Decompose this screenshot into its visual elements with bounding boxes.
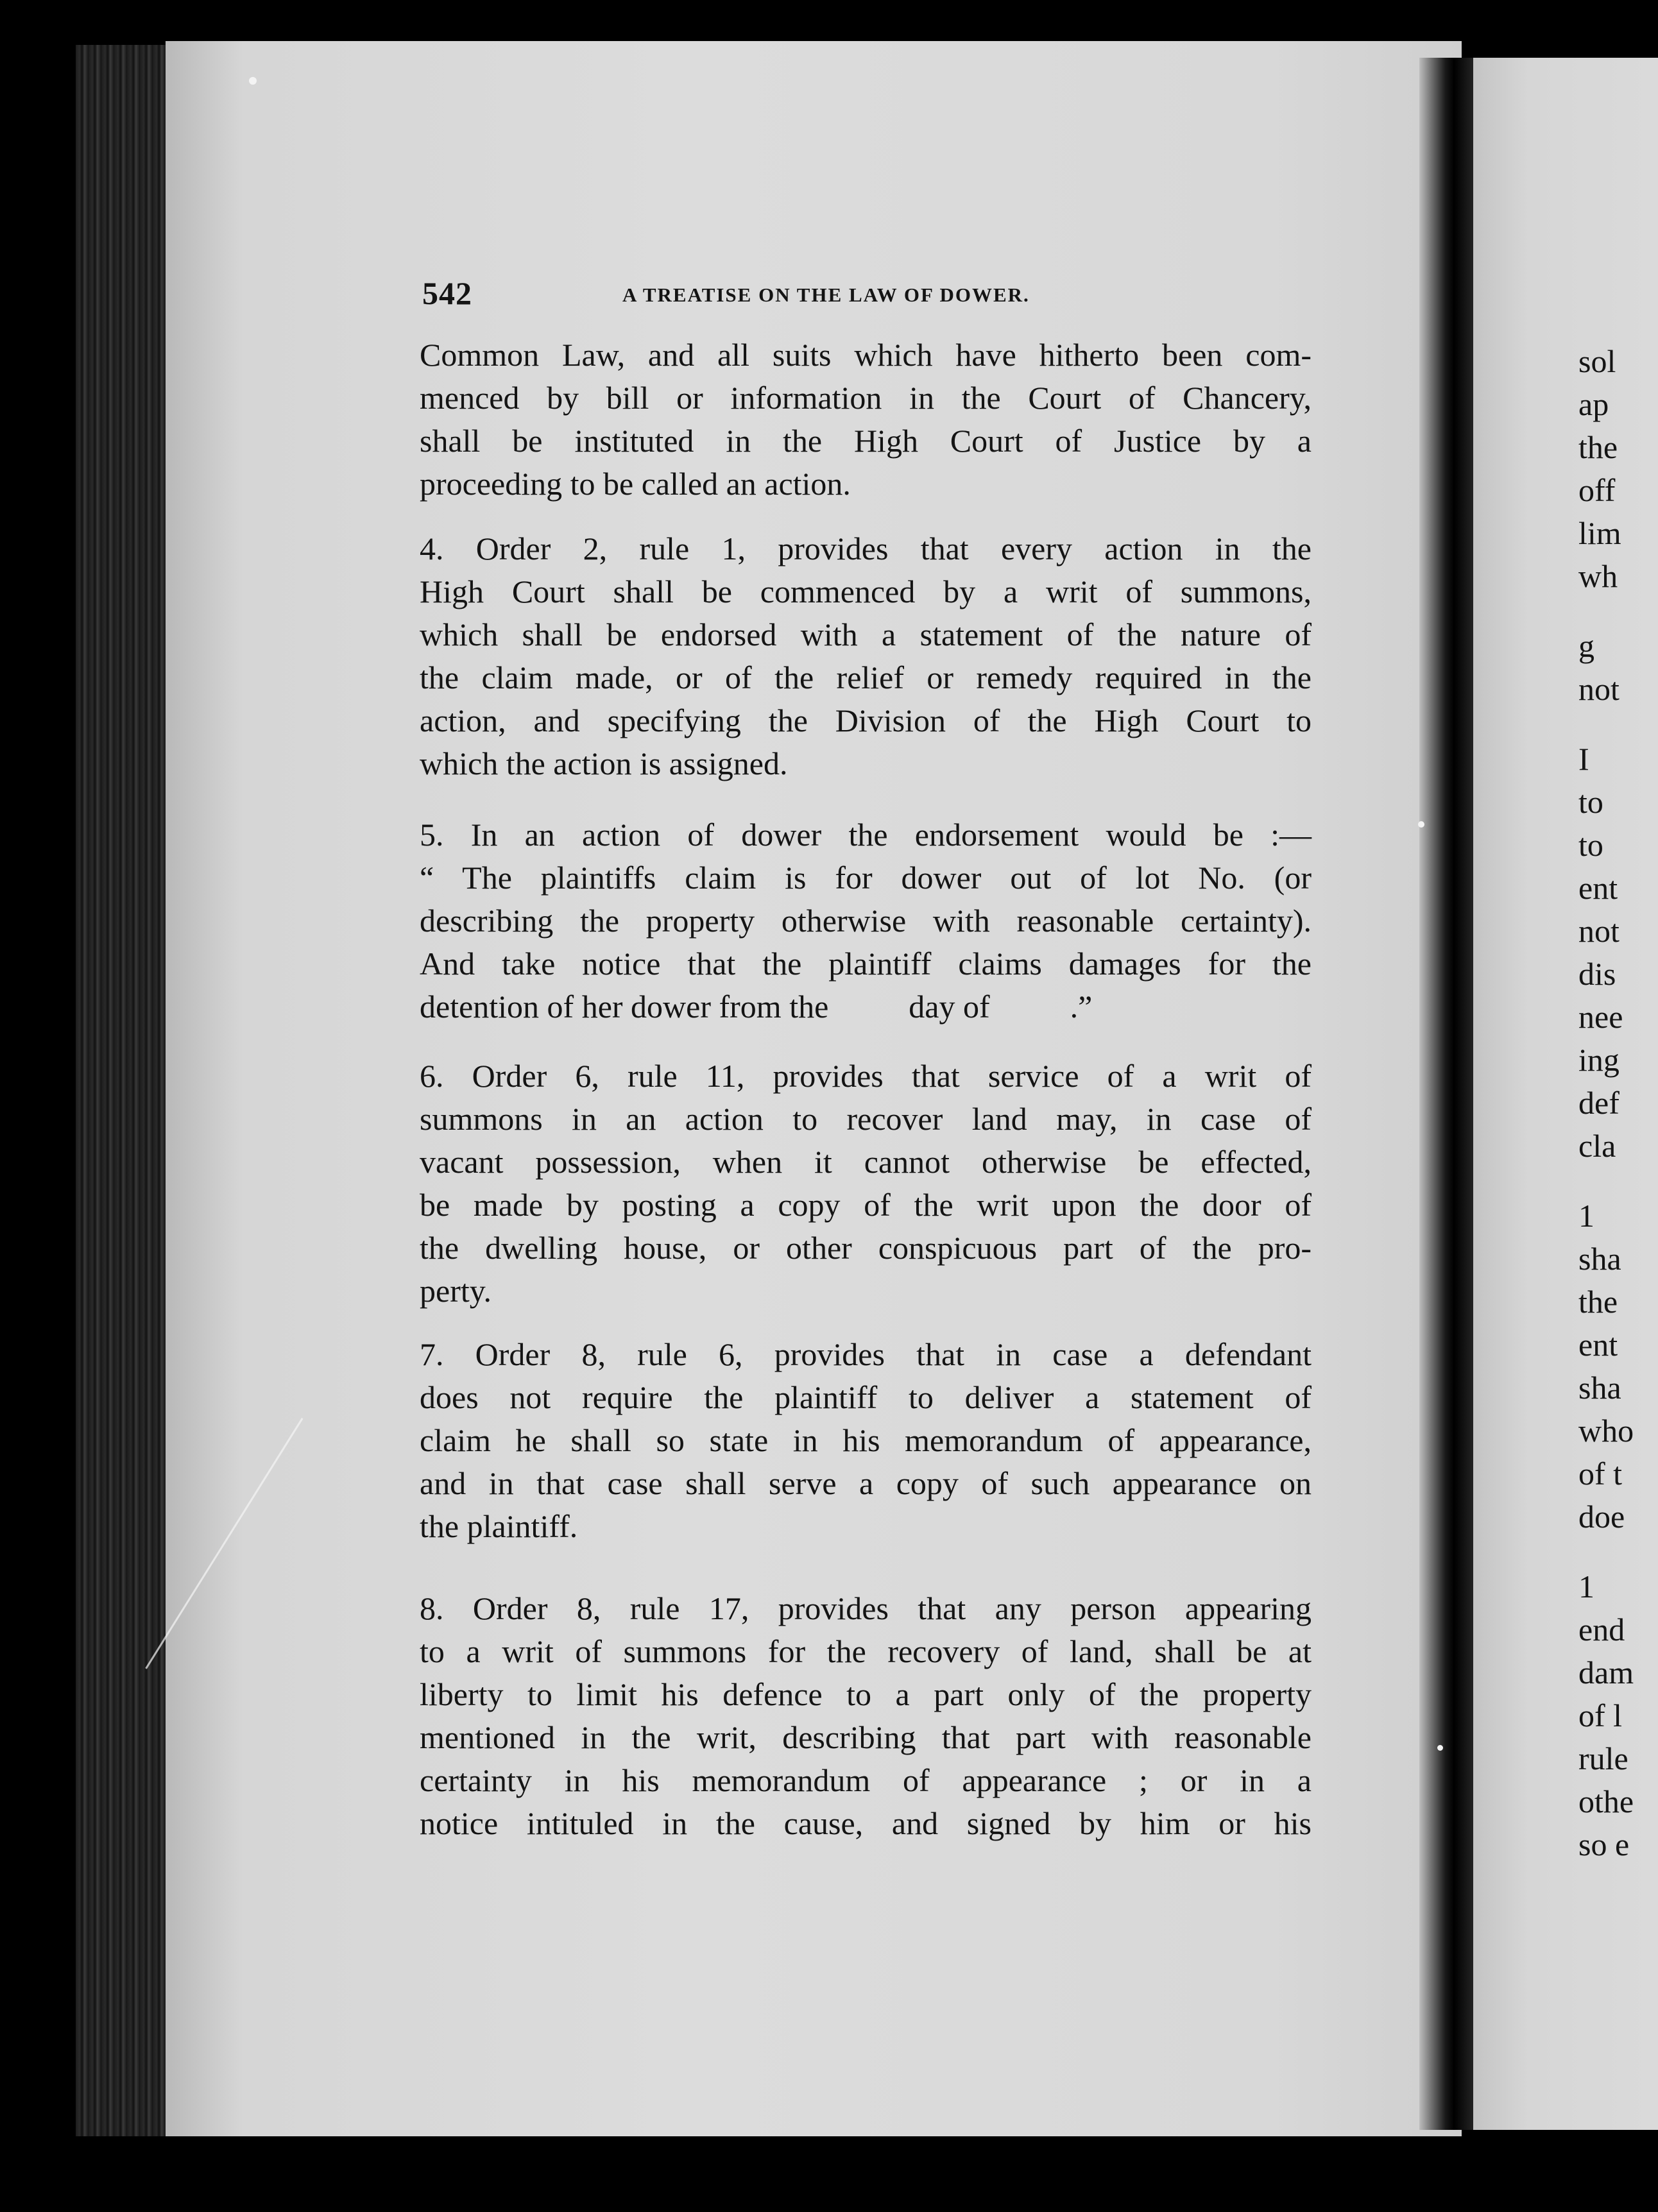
scan-speck xyxy=(1418,821,1424,828)
right-page-fragment: ap xyxy=(1578,386,1609,422)
text-line: menced by bill or information in the Court of Chancery, xyxy=(420,380,1312,416)
right-page-fragment: off xyxy=(1578,472,1616,508)
right-page-fragment: 1 xyxy=(1578,1569,1594,1604)
right-page-gap xyxy=(1578,711,1658,738)
text-line: 6. Order 6, rule 11, provides that service of a writ of xyxy=(420,1058,1312,1094)
text-line: “ The plaintiffs claim is for dower out of lot No. (or xyxy=(420,860,1312,896)
text-line: detention of her dower from the day of .” xyxy=(420,989,1093,1025)
book-page-edges xyxy=(76,45,172,2136)
text-line: be made by posting a copy of the writ upon the door of xyxy=(420,1187,1312,1223)
book-gutter xyxy=(1419,58,1477,2130)
paragraph-6 xyxy=(420,1055,1312,1313)
right-page-gap xyxy=(1578,1538,1658,1565)
text-line: summons in an action to recover land may, in case of xyxy=(420,1101,1312,1137)
text-line: Common Law, and all suits which have hitherto been com- xyxy=(420,337,1312,373)
paragraph-continued xyxy=(420,334,1312,506)
right-page-fragment: rule xyxy=(1578,1740,1628,1776)
text-line: 8. Order 8, rule 17, provides that any person appearing xyxy=(420,1590,1312,1626)
right-page-fragment: of t xyxy=(1578,1456,1623,1492)
right-page-fragment: end xyxy=(1578,1612,1625,1647)
text-line: 5. In an action of dower the endorsement would be :— xyxy=(420,817,1312,853)
text-line: certainty in his memorandum of appearance ; or in a xyxy=(420,1762,1312,1798)
right-page-fragment: I xyxy=(1578,741,1589,777)
text-line: the claim made, or of the relief or remedy required in the xyxy=(420,659,1312,695)
right-page-fragment: cla xyxy=(1578,1128,1616,1164)
paragraph-8 xyxy=(420,1587,1312,1845)
text-line: High Court shall be commenced by a writ of summons, xyxy=(420,574,1312,609)
text-line: And take notice that the plaintiff claims damages for the xyxy=(420,946,1312,982)
text-line: mentioned in the writ, describing that part with reasonable xyxy=(420,1719,1312,1755)
right-page-fragment: dis xyxy=(1578,956,1616,992)
right-page-fragment: who xyxy=(1578,1413,1634,1449)
text-line: the dwelling house, or other conspicuous part of the pro- xyxy=(420,1230,1312,1266)
right-page-fragment: ent xyxy=(1578,870,1618,906)
text-line: to a writ of summons for the recovery of land, shall be at xyxy=(420,1633,1312,1669)
scan-speck xyxy=(249,77,257,85)
text-line: vacant possession, when it cannot otherwise be effected, xyxy=(420,1144,1312,1180)
right-page-fragment: 1 xyxy=(1578,1198,1594,1234)
right-page-fragment: nee xyxy=(1578,999,1623,1035)
right-page-fragment: of l xyxy=(1578,1697,1623,1733)
text-line: 4. Order 2, rule 1, provides that every action in the xyxy=(420,531,1312,566)
text-line: notice intituled in the cause, and signed by him or his xyxy=(420,1805,1312,1841)
right-page-fragment: sha xyxy=(1578,1370,1621,1406)
right-page-fragment: sol xyxy=(1578,343,1616,379)
paragraph-7 xyxy=(420,1333,1312,1548)
text-line: perty. xyxy=(420,1273,491,1309)
right-page-fragment: doe xyxy=(1578,1499,1625,1535)
text-line: liberty to limit his defence to a part only of the property xyxy=(420,1676,1312,1712)
text-line: which the action is assigned. xyxy=(420,745,788,781)
right-page-text-fragments xyxy=(1578,340,1658,1866)
right-page-gap xyxy=(1578,598,1658,625)
text-line: describing the property otherwise with reasonable certainty). xyxy=(420,903,1312,939)
paragraph-5 xyxy=(420,813,1312,1028)
text-line: and in that case shall serve a copy of such appearance on xyxy=(420,1465,1312,1501)
running-head xyxy=(422,275,1282,313)
text-line: 7. Order 8, rule 6, provides that in case a defendant xyxy=(420,1336,1312,1372)
right-page-fragment: g xyxy=(1578,628,1594,664)
text-line: the plaintiff. xyxy=(420,1508,578,1544)
scan-speck xyxy=(1437,1745,1443,1751)
text-line: shall be instituted in the High Court of Justice by a xyxy=(420,423,1312,459)
right-page-fragment: def xyxy=(1578,1085,1620,1121)
right-page-fragment: ing xyxy=(1578,1042,1620,1078)
page-number: 542 xyxy=(422,275,472,311)
right-page-fragment: not xyxy=(1578,671,1620,707)
right-page-fragment: not xyxy=(1578,913,1620,949)
text-line: proceeding to be called an action. xyxy=(420,466,851,502)
right-page-fragment: so e xyxy=(1578,1826,1630,1862)
paragraph-4 xyxy=(420,527,1312,785)
right-page-fragment: ent xyxy=(1578,1327,1618,1363)
right-page-fragment: dam xyxy=(1578,1655,1634,1690)
right-page-fragment: to xyxy=(1578,827,1603,863)
right-page-fragment: othe xyxy=(1578,1783,1634,1819)
right-page-fragment: sha xyxy=(1578,1241,1621,1277)
right-page-fragment: to xyxy=(1578,784,1603,820)
right-page-fragment: the xyxy=(1578,429,1618,465)
text-line: which shall be endorsed with a statement of the nature of xyxy=(420,617,1312,652)
right-page-fragment: lim xyxy=(1578,515,1621,551)
text-line: action, and specifying the Division of the High Court to xyxy=(420,702,1312,738)
book-title: A TREATISE ON THE LAW OF DOWER. xyxy=(622,284,1030,306)
text-line: does not require the plaintiff to deliver a statement of xyxy=(420,1379,1312,1415)
right-page-gap xyxy=(1578,1168,1658,1195)
right-page-fragment: the xyxy=(1578,1284,1618,1320)
right-page-fragment: wh xyxy=(1578,558,1618,594)
text-line: claim he shall so state in his memorandum of appearance, xyxy=(420,1422,1312,1458)
